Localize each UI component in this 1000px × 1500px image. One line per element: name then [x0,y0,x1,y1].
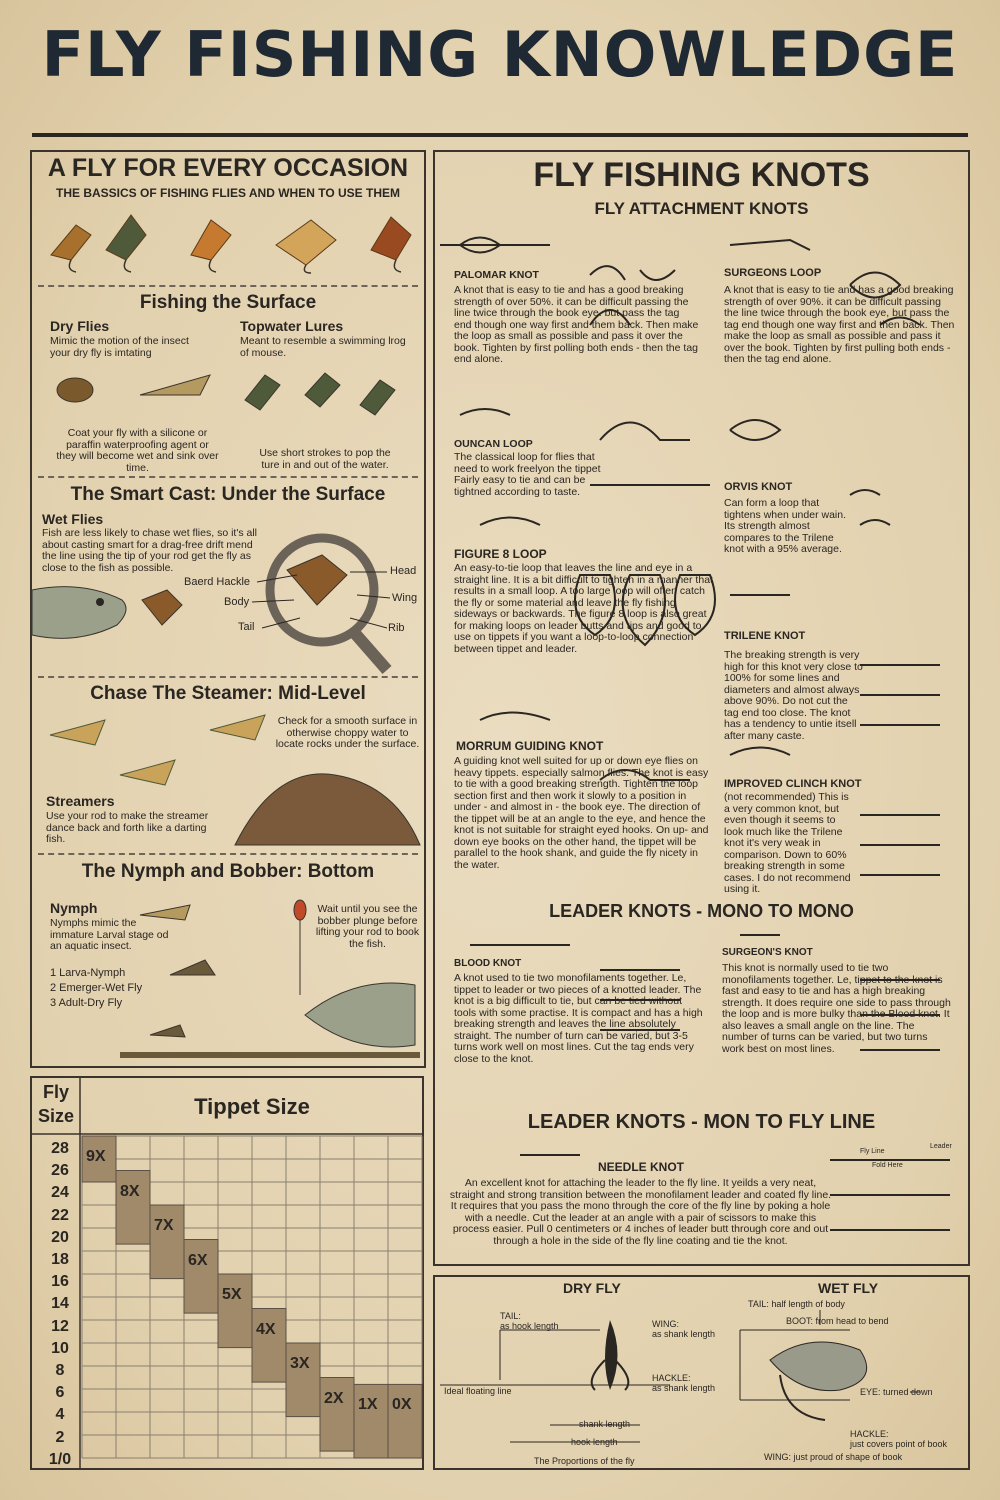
flies-row-illustration [36,205,420,275]
tippet-label: 7X [154,1217,174,1234]
wait-text: Wait until you see the bobber plunge before lifting your rod to book the fish. [315,903,420,950]
dry-hackle-label: HACKLE: [652,1373,691,1383]
fig8-text: An easy-to-tie loop that leaves the line and eye in a straight line. It is a bit difficult to tighten in a manner that results in a small loop. A too large loop will often catch the fly or some material and leave the fly fishing sideways or backwards. The figure 8 loop is also great for making loops on leader butts and tips and good to use on tippets if you want a loop-to-loop connection between tippet and leader. [454,562,713,655]
surface-illustration [40,365,415,425]
needle-tag-fly-line: Fly Line [860,1148,885,1155]
ideal-floating-line: Ideal floating line [444,1386,512,1396]
nymph-illustration [120,885,420,1060]
fly-size-label: 4 [55,1406,65,1424]
needle-tag-fold-here: Fold Here [872,1162,903,1169]
occasion-subtitle: THE BASSICS OF FISHING FLIES AND WHEN TO USE THEM [55,186,400,200]
wet-hackle-label: HACKLE: [850,1429,889,1439]
trilene-title: TRILENE KNOT [724,630,806,642]
topwater-text: Meant to resemble a swimming lrog of mouse. [240,335,406,359]
dry-wing-value: as shank length [652,1329,716,1339]
label-baerd-hackle: Baerd Hackle [184,576,251,588]
fly-size-label: 22 [51,1206,69,1224]
palomar-text: A knot that is easy to tie and has a good breaking strength of over 50%. it can be difficult passing the line twice through the book eye. but pass the tag end though one way first and them back. Then make the loop as small as possible and pass it over the book. Tighten by first polling both ends - then the tag end alone. [454,284,699,365]
fly-size-label: 8 [55,1362,65,1379]
divider-3 [38,676,418,678]
dry-hackle-value: as shank length [652,1383,716,1393]
tippet-label: 9X [86,1148,106,1165]
attach-title: FLY ATTACHMENT KNOTS [594,199,809,218]
wet-flies-title: Wet Flies [42,511,104,527]
fig8-title: FIGURE 8 LOOP [454,547,547,561]
surgeons-loop-title: SURGEONS LOOP [724,267,822,279]
stage-1: 1 Larva-Nymph [50,967,126,979]
dry-tail-value: as hook length [500,1321,559,1331]
surgeon-knot-title: SURGEON'S KNOT [722,947,813,958]
fly-size-label: 18 [51,1251,69,1268]
tippet-label: 8X [120,1182,140,1200]
wet-hackle-value: just covers point of book [850,1439,948,1449]
fly-size-label: 20 [51,1228,69,1246]
tippet-title: Tippet Size [194,1094,310,1119]
title-rule [32,133,968,137]
surgeons-loop-text: A knot that is easy to tie and has a good breaking strength of over 90%. it can be difficult passing the line twice through the book eye, but pass the tag end though one way first and then back. Then make the loop as small as possible and pass it over the book. Tighten by first pulling both ends - then the tag end alone. [724,284,955,365]
wet-boot-label: BOOT: from head to bend [786,1316,889,1326]
dry-flies-text: Mimic the motion of the insect your dry fly is imtating [50,335,189,359]
dry-wing-label: WING: [652,1319,679,1329]
orvis-title: ORVIS KNOT [724,481,793,493]
blood-text: A knot used to tie two monofilaments together. Le, tippet to leader or two pieces of a knotted leader. The knot is a big difficult to tie, but can be tied without tools with some practise. It is compact and has a high breaking strength and leaves the line absolutely straight. The number of turn can be varied, but 3-5 turns work well on most lines. Cut the tag ends very close to the knot. [454,972,703,1065]
poster-title: FLY FISHING KNOWLEDGE [41,18,959,91]
mono-title: LEADER KNOTS - MONO TO MONO [549,901,854,921]
label-head: Head [390,565,417,577]
fly-size-label: 6 [55,1384,65,1402]
fly-size-label: 10 [51,1339,69,1357]
fly-size-label: 1/0 [48,1450,72,1468]
divider-1 [38,285,418,287]
topwater-title: Topwater Lures [240,318,344,334]
needle-text: An excellent knot for attaching the leader to the fly line. It yeilds a very neat, straight and strong transition between the monofilament leader and coated fly line. It requires that you pass the mono through the core of the fly line by poking a hole with a needle. Cut the leader at an angle with a pair of scissors to make this process easier. Pull 0 centimeters or 4 inches of leader butt through core and out through a hole in the side of the fly line coating and tie the knot. [449,1177,832,1247]
needle-tag-leader: Leader [930,1143,952,1150]
fly-size-label: 2 [55,1428,65,1446]
duncan-text: The classical loop for flies that need to work freelyon the tippet Fairly easy to tie and can be tightned according to taste. [454,451,601,498]
nymph-title: The Nymph and Bobber: Bottom [81,861,375,882]
fly-size-label-1: Fly [42,1082,69,1102]
fly-size-label-2: Size [37,1106,75,1126]
dry-fly-title: DRY FLY [563,1280,621,1296]
strokes-text: Use short strokes to pop the ture in and out of the water. [259,447,391,471]
blood-title: BLOOD KNOT [454,958,522,969]
palomar-title: PALOMAR KNOT [454,269,539,281]
streamers-text: Use your rod to make the streamer dance back and forth like a darting fish. [46,810,209,845]
fly-size-label: 14 [51,1295,69,1313]
label-body: Body [224,596,250,608]
stage-2: 2 Emerger-Wet Fly [50,982,143,994]
proportions-caption: The Proportions of the fly [534,1456,635,1466]
check-text: Check for a smooth surface in otherwise choppy water to locate rocks under the surface. [275,715,420,750]
morrum-title: MORRUM GUIDING KNOT [456,739,604,753]
trilene-text: The breaking strength is very high for this knot very close to 100% for some lines and diameters and almost always above 90%. Do not cut the tag end too close. The knot has a tendency to untie itsell after many caste. [724,649,863,742]
tippet-label: 2X [324,1389,344,1407]
dry-tail-label: TAIL: [500,1311,521,1321]
smart-cast-title: The Smart Cast: Under the Surface [70,484,386,505]
fly-size-label: 24 [51,1184,69,1202]
needle-title: NEEDLE KNOT [598,1160,685,1174]
steamer-title: Chase The Steamer: Mid-Level [90,683,366,704]
hook-length-label: hook length [571,1437,618,1447]
fly-size-label: 28 [51,1140,69,1157]
label-wing: Wing [392,592,418,604]
wet-tail-label: TAIL: half length of body [748,1299,845,1309]
wet-flies-text: Fish are less likely to chase wet flies, so it's all about casting smart for a drag-free drift mend the line using the tip of your rod get the fly as close to the fish as possible. [42,527,257,574]
wet-wing-label: WING: just proud of shape of book [764,1452,903,1462]
dry-flies-title: Dry Flies [50,318,110,334]
surgeon-knot-text: This knot is normally used to tie two monofilaments together. Le, tippet to the knot is fast and easy to tie and has a high breaking strength. It does require one side to pass through the loop and is more bulky than the Blood knot. It also leaves a small angle on the line. The number of turns can be varied, but two turns work best on most lines. [722,962,951,1055]
divider-4 [38,853,418,855]
streamers-title: Streamers [46,793,115,809]
morrum-text: A guiding knot well suited for up or down eye flies on heavy tippets. especially salmon flies. The knot is easy to tie with a good breaking strength. Tighten the loop section first and then work it slowly to a position in under - and almost in - the book eye. The direction of the tippet will be at an angle to the eye, and hence the knot is not suitable for straight eyed hooks. On up- and down eye books on the other hand, the tippet will be parallel to the hook shank, and guide the fly nicety in the water. [454,755,709,871]
orvis-text: Can form a loop that tightens when under wain. Its strength almost compares to the Trilene knot with a 95% average. [724,497,846,555]
clinch-text: (not recommended) This is a very common knot, but even though it seems to look much like the Trilene knot it's very weak in comparison. Down to 60% breaking strength in some cases. I do not recommend using it. [724,791,851,895]
tippet-label: 6X [188,1251,208,1269]
tippet-label: 5X [222,1286,242,1303]
coat-text: Coat your fly with a silicone or paraffin waterproofing agent or they will become wet and sink over time. [56,427,219,474]
shank-length-label: shank length [579,1419,631,1429]
label-tail: Tail [238,621,255,633]
duncan-title: OUNCAN LOOP [454,438,533,450]
divider-2 [38,476,418,478]
fly-size-label: 12 [51,1317,69,1335]
fly-size-label: 26 [51,1162,69,1180]
tippet-label: 1X [358,1396,378,1414]
tippet-label: 4X [256,1320,276,1338]
occasion-title: A FLY FOR EVERY OCCASION [47,154,409,182]
tippet-label: 0X [392,1396,412,1414]
stage-3: 3 Adult-Dry Fly [50,997,123,1009]
knots-title: FLY FISHING KNOTS [533,156,870,194]
surface-title: Fishing the Surface [139,292,317,313]
wet-eye-label: EYE: turned down [860,1387,933,1397]
nymph-text: Nymphs mimic the immature Larval stage od an aquatic insect. [50,917,169,952]
fly-size-label: 16 [51,1273,69,1291]
wet-fly-title: WET FLY [818,1280,879,1296]
tippet-label: 3X [290,1355,310,1372]
nymph-label: Nymph [50,900,98,916]
flyline-title: LEADER KNOTS - MON TO FLY LINE [527,1111,876,1133]
clinch-title: IMPROVED CLINCH KNOT [724,778,862,790]
label-rib: Rib [388,622,405,634]
